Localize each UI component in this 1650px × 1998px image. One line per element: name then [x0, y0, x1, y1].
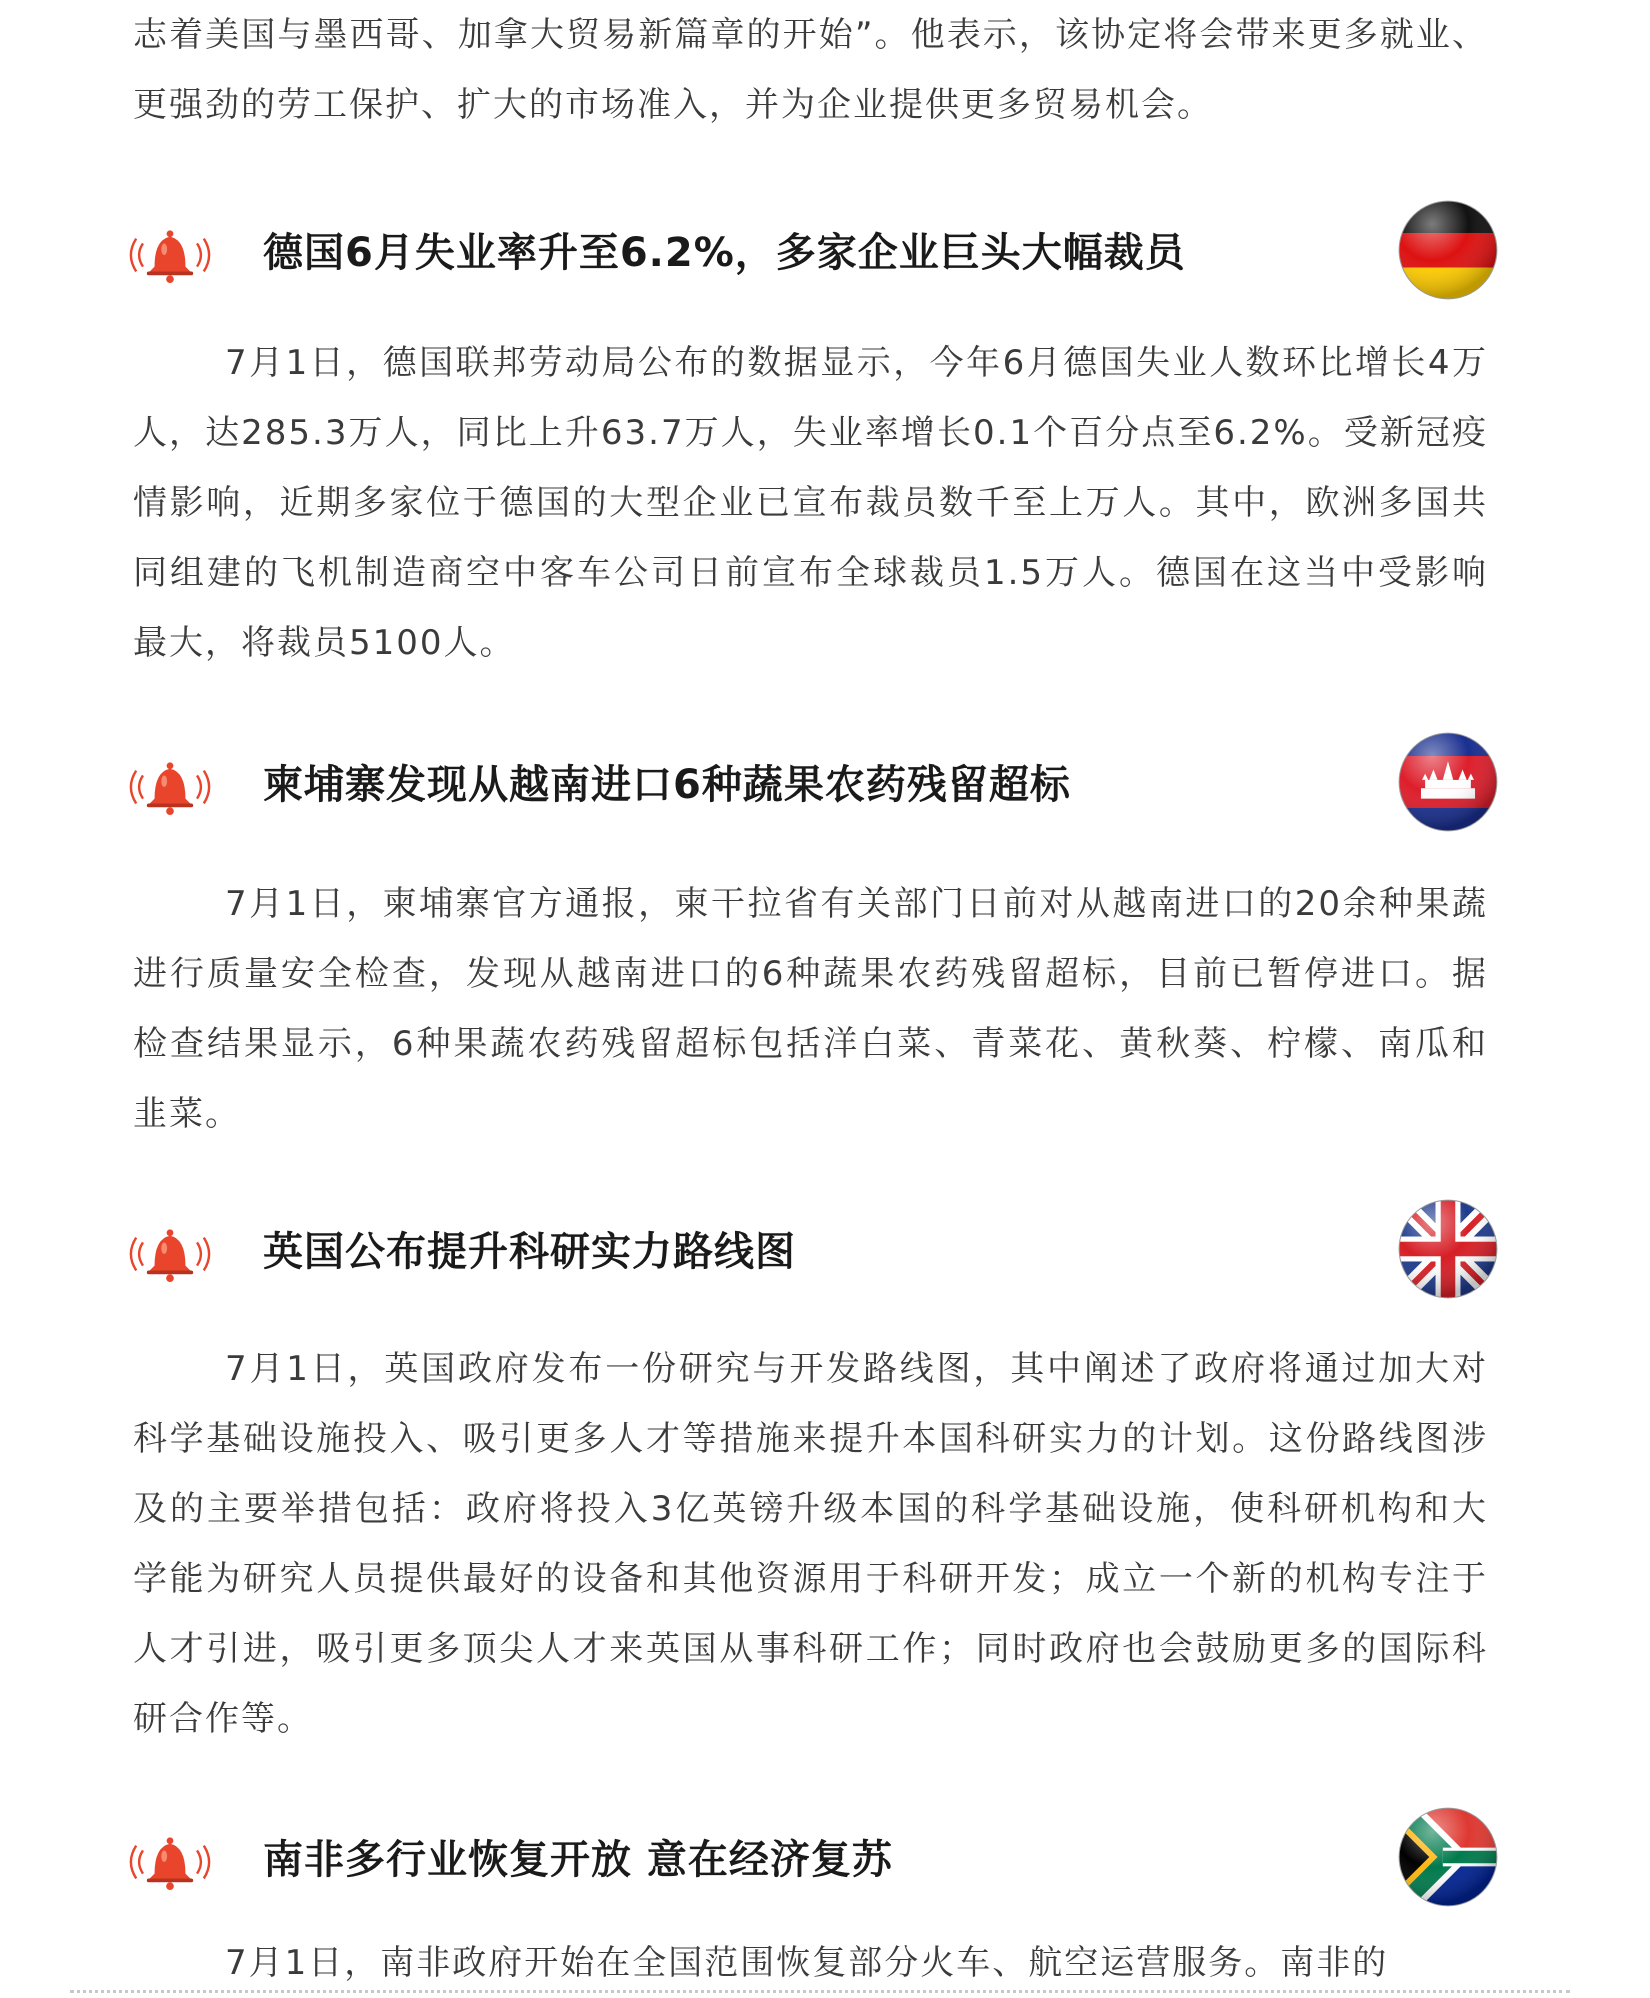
headline-south-africa: 南非多行业恢复开放 意在经济复苏 [263, 1837, 893, 1883]
alarm-bell-icon [120, 1227, 220, 1283]
intro-paragraph: 志着美国与墨西哥、加拿大贸易新篇章的开始”。他表示，该协定将会带来更多就业、更强劲的劳工保护、扩大的市场准入，并为企业提供更多贸易机会。 [133, 15, 1488, 125]
headline-row-south-africa [120, 1805, 1500, 1915]
article-body-germany: 7月1日，德国联邦劳动局公布的数据显示，今年6月德国失业人数环比增长4万人，达285.3万人，同比上升63.7万人，失业率增长0.1个百分点至6.2%。受新冠疫情影响，近期多家位于德国的大型企业已宣布裁员数千至上万人。其中，欧洲多国共同组建的飞机制造商空中客车公司日前宣布全球裁员1.5万人。德国在这当中受影响最大，将裁员5100人。 [133, 343, 1488, 663]
headline-row-cambodia [120, 730, 1500, 840]
cambodia-flag-icon [1396, 730, 1500, 834]
uk-flag-icon [1396, 1197, 1500, 1301]
headline-row-uk [120, 1197, 1500, 1307]
germany-flag-icon [1396, 198, 1500, 302]
article-body-cambodia: 7月1日，柬埔寨官方通报，柬干拉省有关部门日前对从越南进口的20余种果蔬进行质量安全检查，发现从越南进口的6种蔬果农药残留超标，目前已暂停进口。据检查结果显示，6种果蔬农药残留超标包括洋白菜、青菜花、黄秋葵、柠檬、南瓜和韭菜。 [133, 884, 1488, 1134]
headline-cambodia: 柬埔寨发现从越南进口6种蔬果农药残留超标 [263, 762, 1071, 808]
headline-germany: 德国6月失业率升至6.2%，多家企业巨头大幅裁员 [263, 230, 1186, 276]
headline-uk: 英国公布提升科研实力路线图 [263, 1229, 796, 1275]
article-body-uk: 7月1日，英国政府发布一份研究与开发路线图，其中阐述了政府将通过加大对科学基础设施投入、吸引更多人才等措施来提升本国科研实力的计划。这份路线图涉及的主要举措包括：政府将投入3亿英镑升级本国的科学基础设施，使科研机构和大学能为研究人员提供最好的设备和其他资源用于科研开发；成立一个新的机构专注于人才引进，吸引更多顶尖人才来英国从事科研工作；同时政府也会鼓励更多的国际科研合作等。 [133, 1349, 1488, 1739]
headline-row-germany [120, 198, 1500, 308]
divider [70, 1990, 1570, 1997]
alarm-bell-icon [120, 760, 220, 816]
alarm-bell-icon [120, 1835, 220, 1891]
south-africa-flag-icon [1396, 1805, 1500, 1909]
alarm-bell-icon [120, 228, 220, 284]
article-body-south-africa: 7月1日，南非政府开始在全国范围恢复部分火车、航空运营服务。南非的 [225, 1943, 1389, 1983]
